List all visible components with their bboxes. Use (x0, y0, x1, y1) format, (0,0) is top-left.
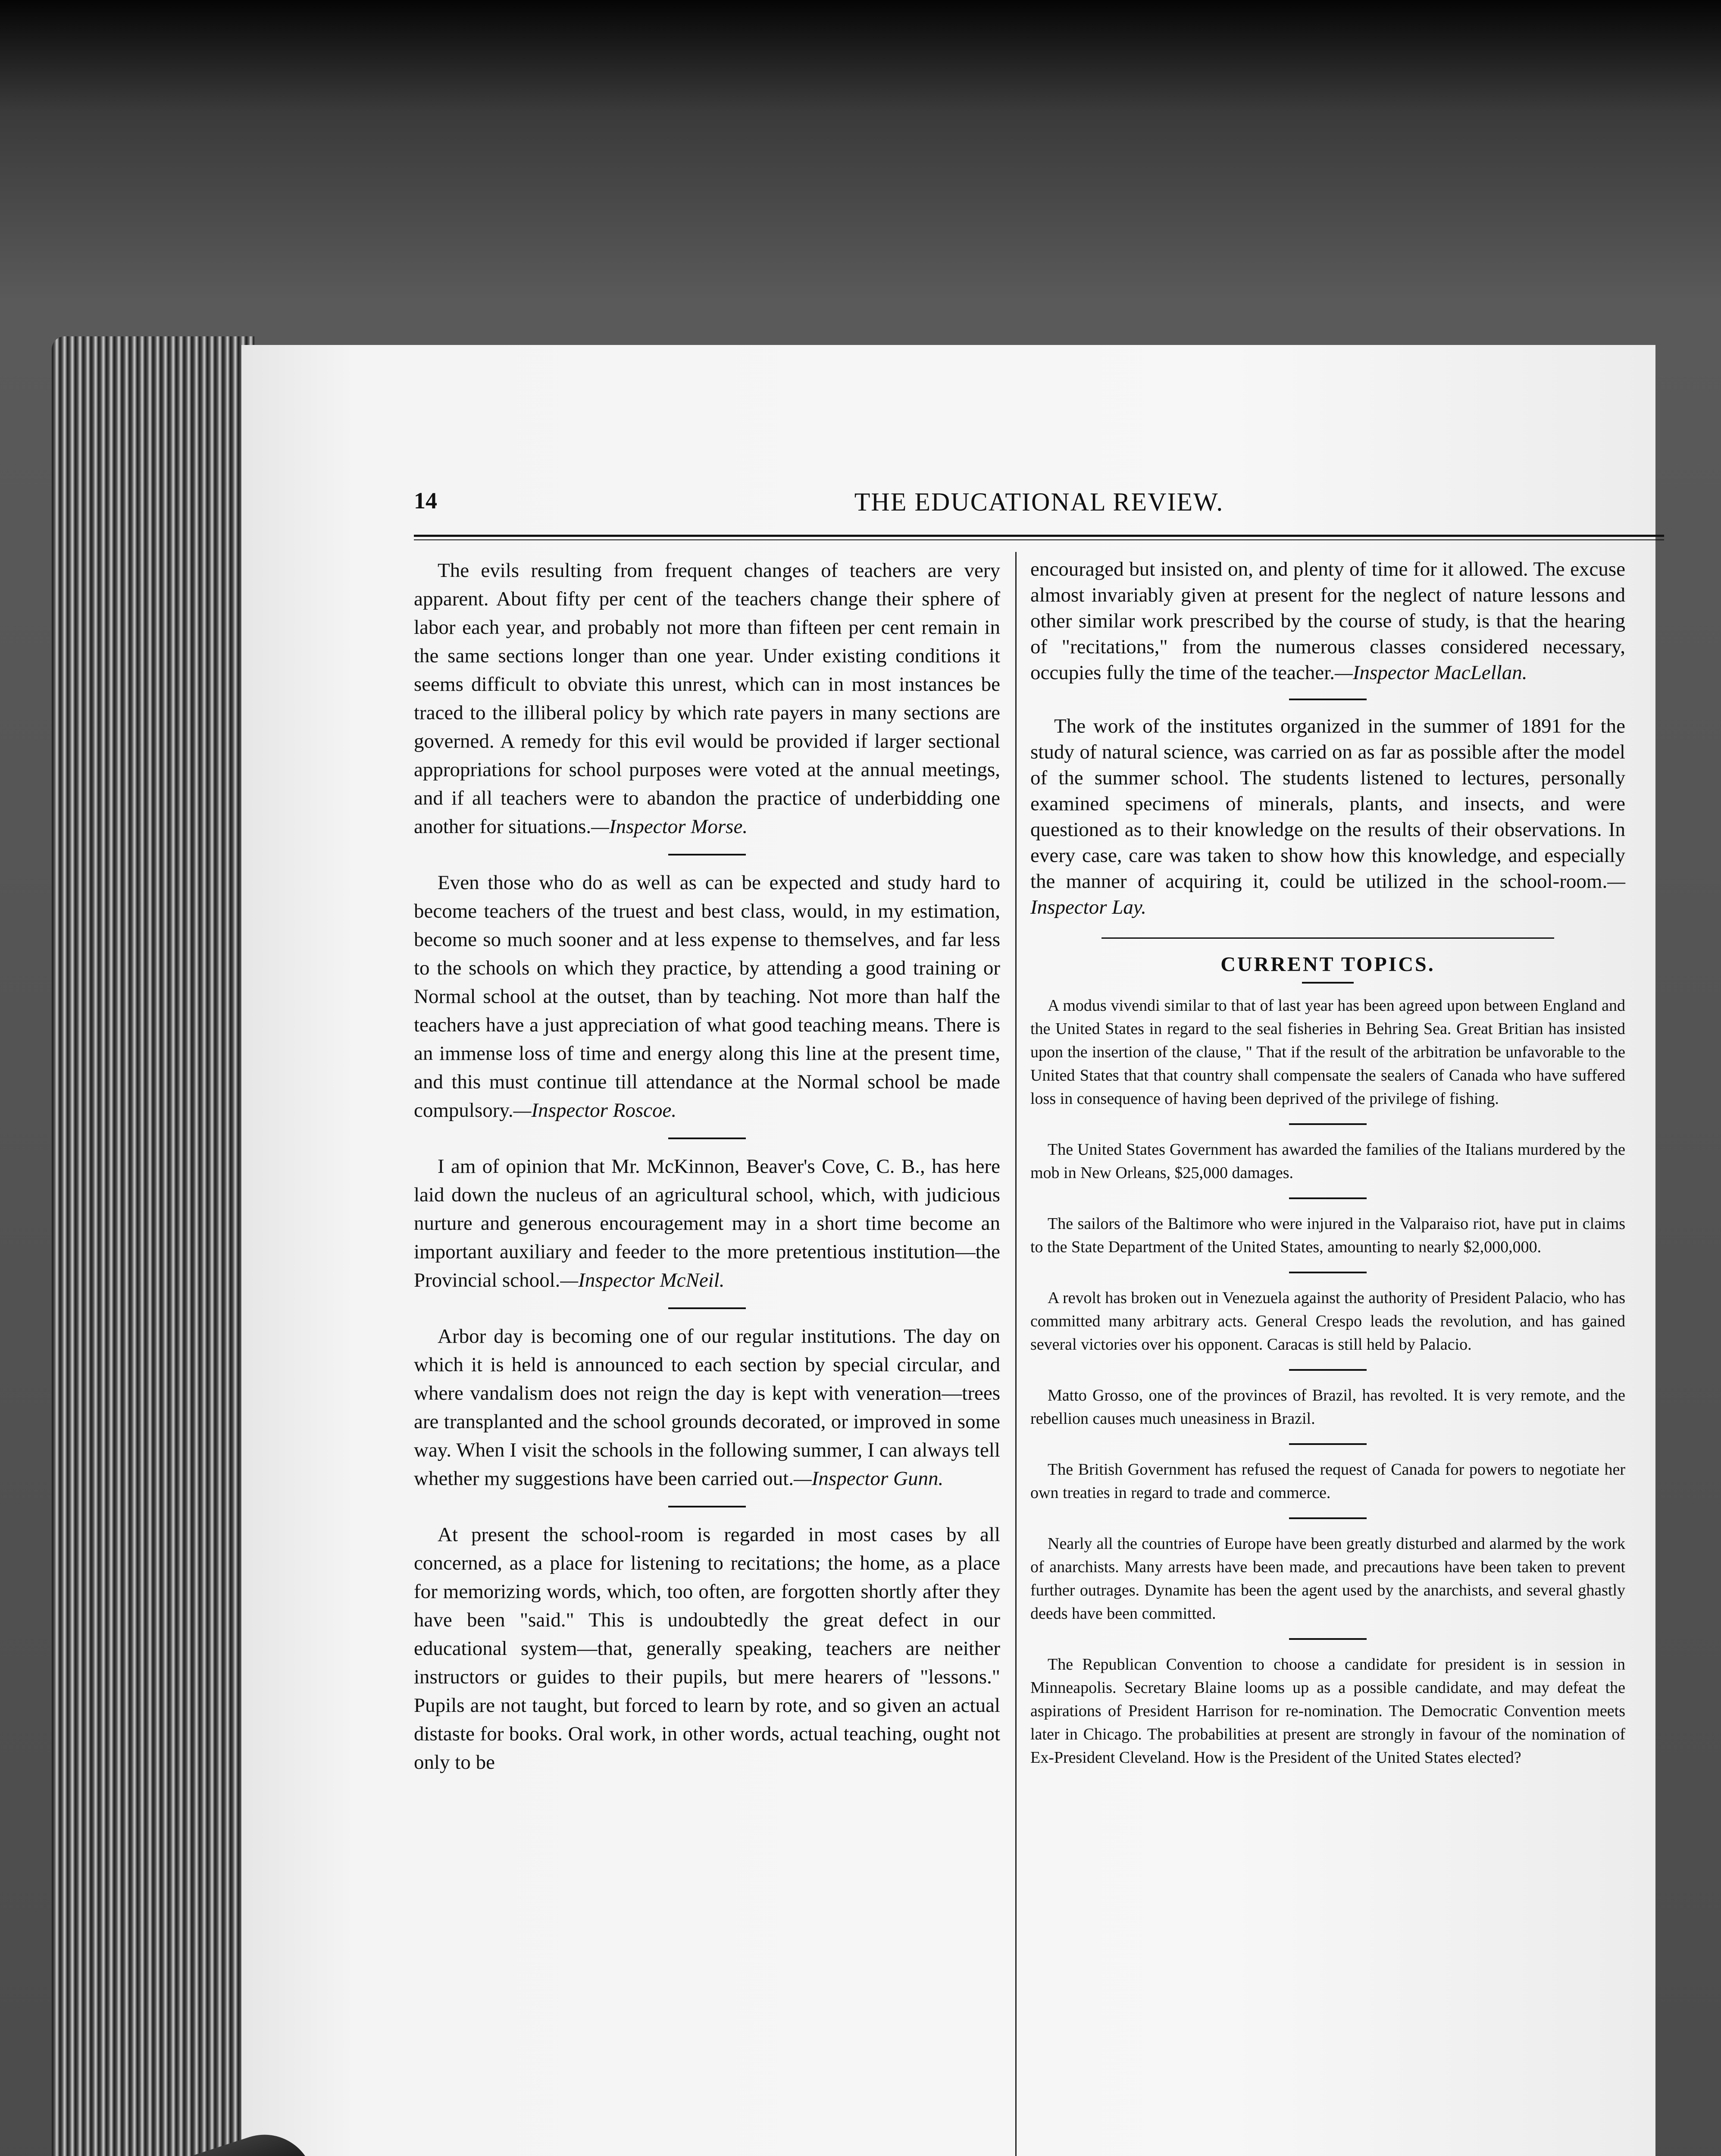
report-paragraph (414, 868, 1000, 1125)
report-paragraph (1030, 713, 1625, 920)
report-paragraph (414, 1152, 1000, 1294)
separator (1289, 1638, 1367, 1640)
attribution: —Inspector Roscoe. (513, 1099, 677, 1122)
paragraph-text: The work of the institutes organized in the summer of 1891 for the study of natural science, was carried on as far as possible after the model of the summer school. The students listened to lectures, personally examined specimens of minerals, plants, and insects, and were questioned as to their knowledge on the results of their observations. In every case, care was taken to show how this knowledge, and especially the manner of acquiring it, could be utilized in the school-room. (1030, 715, 1625, 893)
current-topics-heading: CURRENT TOPICS. (1220, 953, 1435, 976)
separator (1289, 699, 1367, 700)
separator (1289, 1272, 1367, 1273)
separator (1289, 1123, 1367, 1125)
attribution: —Inspector Lay. (1030, 870, 1625, 918)
page-number: 14 (414, 488, 437, 514)
topic-item: Nearly all the countries of Europe have been greatly disturbed and alarmed by the work of anarchists. Many arrests have been made, and precautions have been taken to prevent further outrages. Dynamite has been the agent used by the anarchists, and several ghastly deeds have been committed. (1030, 1535, 1625, 1623)
paragraph-text: Arbor day is becoming one of our regular institutions. The day on which it is held is announced to each section by special circular, and where vandalism does not reign the day is kept with veneration—trees are transplanted and the school grounds decorated, or improved in some way. When I visit the schools in the following summer, I can always tell whether my suggestions have been carried out. (414, 1325, 1000, 1490)
paragraph-text: encouraged but insisted on, and plenty of time for it allowed. The excuse almost invariably given at present for the neglect of nature lessons and other similar work prescribed by the course of study, is that the hearing of "recitations," from the numerous classes considered necessary, occupies fully the time of the teacher. (1030, 558, 1625, 684)
left-column (414, 556, 1000, 1777)
separator (668, 1138, 746, 1139)
separator (1289, 1443, 1367, 1445)
topic-item: A modus vivendi similar to that of last year has been agreed upon between England and the United States in regard to the seal fisheries in Behring Sea. Great Britian has insisted upon the insertion of the clause, " That if the result of the arbitration be unfavorable to the United States that that country shall compensate the sealers of Canada who have suffered loss in consequence of having been deprived of the privilege of fishing. (1030, 997, 1625, 1108)
separator (1289, 1517, 1367, 1519)
separator (1289, 1369, 1367, 1371)
report-paragraph (414, 1322, 1000, 1493)
attribution: —Inspector McNeil. (560, 1269, 725, 1291)
book-page-edges (52, 336, 254, 2156)
report-paragraph (414, 556, 1000, 841)
topic-item: The sailors of the Baltimore who were injured in the Valparaiso riot, have put in claims to the State Department of the United States, amounting to nearly $2,000,000. (1030, 1215, 1625, 1256)
continued-paragraph (1030, 556, 1625, 686)
document-page (241, 345, 1655, 2156)
topic-item: The United States Government has awarded the families of the Italians murdered by the mob in New Orleans, $25,000 damages. (1030, 1141, 1625, 1182)
journal-title: THE EDUCATIONAL REVIEW. (854, 488, 1224, 516)
current-topics-list (1030, 994, 1625, 1769)
topic-item: Matto Grosso, one of the provinces of Brazil, has revolted. It is very remote, and the rebellion causes much uneasiness in Brazil. (1030, 1386, 1625, 1428)
topic-item: A revolt has broken out in Venezuela against the authority of President Palacio, who has committed many arbitrary acts. General Crespo leads the revolution, and has gained several victories over his opponent. Caracas is still held by Palacio. (1030, 1289, 1625, 1354)
report-paragraph (414, 1520, 1000, 1777)
paragraph-text: I am of opinion that Mr. McKinnon, Beaver's Cove, C. B., has here laid down the nucleus of an agricultural school, which, with judicious nurture and generous encouragement may in a short time become an important auxiliary and feeder to the more pretentious institution—the Provincial school. (414, 1155, 1000, 1291)
header-rule (414, 535, 1664, 540)
right-column (1030, 556, 1625, 1769)
column-divider (1015, 552, 1017, 2156)
paragraph-text: The evils resulting from frequent changes of teachers are very apparent. About fifty per cent of the teachers change their sphere of labor each year, and probably not more than fifteen per cent remain in the same sections longer than one year. Under existing conditions it seems difficult to obviate this unrest, which can in most instances be traced to the illiberal policy by which rate payers in many sections are governed. A remedy for this evil would be provided if larger sectional appropriations for school purposes were voted at the annual meetings, and if all teachers were to abandon the practice of underbidding one another for situations. (414, 559, 1000, 838)
attribution: —Inspector Gunn. (793, 1467, 944, 1490)
separator (1302, 982, 1354, 984)
paragraph-text: Even those who do as well as can be expected and study hard to become teachers of the truest and best class, would, in my estimation, become so much sooner and at less expense to themselves, and far less to the schools on which they practice, by attending a good training or Normal school at the outset, than by teaching. Not more than half the teachers have a just appreciation of what good teaching means. There is an immense loss of time and energy along this line at the present time, and this must continue till attendance at the Normal school be made compulsory. (414, 871, 1000, 1122)
topic-item: The British Government has refused the request of Canada for powers to negotiate her own treaties in regard to trade and commerce. (1030, 1460, 1625, 1502)
attribution: —Inspector MacLellan. (1335, 661, 1527, 684)
separator (668, 1307, 746, 1309)
separator (668, 854, 746, 856)
paragraph-text: At present the school-room is regarded in most cases by all concerned, as a place for listening to recitations; the home, as a place for memorizing words, which, too often, are forgotten shortly after they have been "said." This is undoubtedly the great defect in our educational system—that, generally speaking, teachers are neither instructors or guides to their pupils, but mere hearers of "lessons." Pupils are not taught, but forced to learn by rote, and so given an actual distaste for books. Oral work, in other words, actual teaching, ought not only to be (414, 1523, 1000, 1774)
separator (1289, 1197, 1367, 1199)
topic-item: The Republican Convention to choose a candidate for president is in session in Minneapolis. Secretary Blaine looms up as a possible candidate, and may defeat the aspirations of President Harrison for re-nomination. The Democratic Convention meets later in Chicago. The probabilities at present are strongly in favour of the nomination of Ex-President Cleveland. How is the President of the United States elected? (1030, 1655, 1625, 1767)
running-head (414, 487, 1664, 526)
separator (668, 1506, 746, 1507)
attribution: —Inspector Morse. (591, 815, 748, 838)
section-rule (1101, 937, 1554, 939)
